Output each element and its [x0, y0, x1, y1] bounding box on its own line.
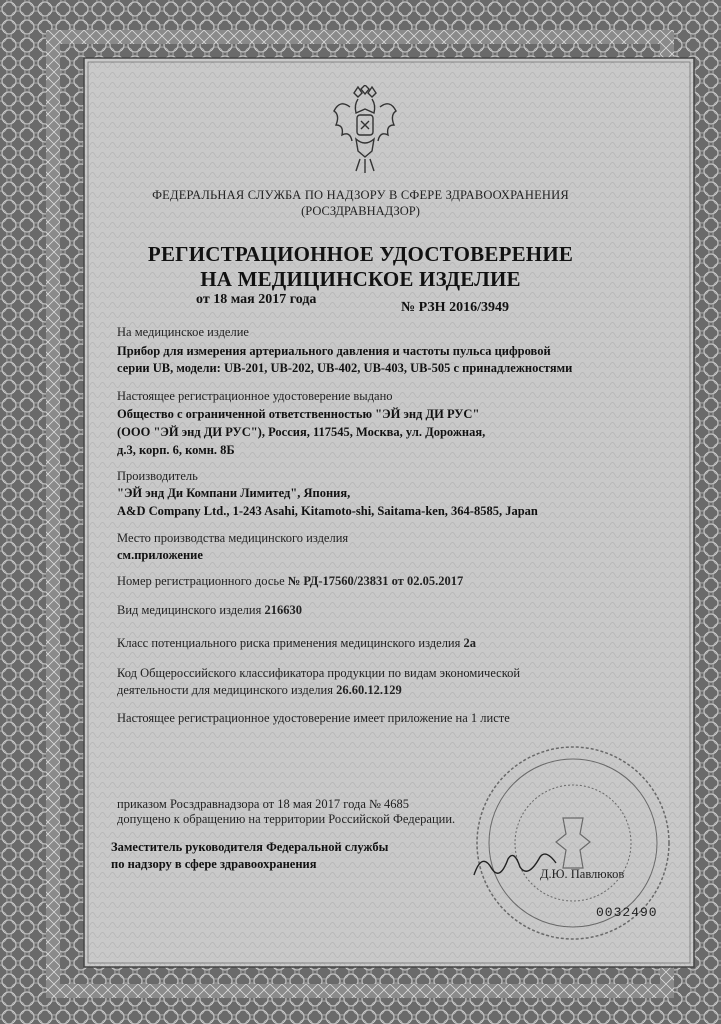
- device-kind-label: Вид медицинского изделия: [117, 603, 262, 617]
- okpd-row: [117, 683, 402, 698]
- manufacturer-line2: A&D Company Ltd., 1-243 Asahi, Kitamoto-shi, Saitama-ken, 364-8585, Japan: [117, 504, 538, 518]
- device-label: На медицинское изделие: [117, 325, 249, 339]
- issue-date: от 18 мая 2017 года: [196, 292, 317, 307]
- risk-class-label: Класс потенциального риска применения медицинского изделия: [117, 636, 461, 650]
- okpd-label-line2: деятельности для медицинского изделия: [117, 683, 333, 697]
- device-name-line2: серии UB, модели: UB-201, UB-202, UB-402, UB-403, UB-505 с принадлежностями: [117, 361, 573, 375]
- holder-label: Настоящее регистрационное удостоверение выдано: [117, 389, 393, 403]
- holder-line2: (ООО "ЭЙ энд ДИ РУС"), Россия, 117545, Москва, ул. Дорожная,: [117, 425, 486, 439]
- order-line1: приказом Росздравнадзора от 18 мая 2017 года № 4685: [117, 797, 410, 811]
- signatory-name: Д.Ю. Павлюков: [540, 867, 625, 881]
- production-place-value: см.приложение: [117, 548, 203, 562]
- production-place-label: Место производства медицинского изделия: [117, 531, 349, 545]
- device-kind-row: [117, 603, 302, 618]
- agency-short-name: (РОСЗДРАВНАДЗОР): [301, 204, 420, 218]
- document-title: РЕГИСТРАЦИОННОЕ УДОСТОВЕРЕНИЕ: [147, 242, 574, 266]
- appendix-note: Настоящее регистрационное удостоверение имеет приложение на 1 листе: [117, 711, 510, 725]
- signatory-title-line2: по надзору в сфере здравоохранения: [111, 857, 317, 871]
- serial-number: 0032490: [596, 905, 658, 920]
- document-subtitle: НА МЕДИЦИНСКОЕ ИЗДЕЛИЕ: [200, 267, 521, 291]
- coat-of-arms-icon: [330, 85, 400, 177]
- signatory-title-line1: Заместитель руководителя Федеральной службы: [111, 840, 389, 854]
- agency-name: ФЕДЕРАЛЬНАЯ СЛУЖБА ПО НАДЗОРУ В СФЕРЕ ЗДРАВООХРАНЕНИЯ: [152, 188, 569, 202]
- okpd-value: 26.60.12.129: [336, 683, 402, 697]
- risk-class-value: 2а: [463, 636, 476, 650]
- device-name-line1: Прибор для измерения артериального давления и частоты пульса цифровой: [117, 344, 551, 358]
- order-line2: допущено к обращению на территории Российской Федерации.: [117, 812, 456, 826]
- registration-number: № РЗН 2016/3949: [401, 300, 509, 315]
- risk-class-row: [117, 636, 476, 651]
- holder-line1: Общество с ограниченной ответственностью "ЭЙ энд ДИ РУС": [117, 407, 480, 421]
- manufacturer-label: Производитель: [117, 469, 198, 483]
- manufacturer-line1: "ЭЙ энд Ди Компани Лимитед", Япония,: [117, 486, 351, 500]
- okpd-label-line1: Код Общероссийского классификатора продукции по видам экономической: [117, 666, 521, 680]
- holder-line3: д.3, корп. 6, комн. 8Б: [117, 443, 235, 457]
- dossier-value: № РД-17560/23831 от 02.05.2017: [287, 574, 464, 588]
- dossier-row: [117, 574, 463, 589]
- signature-icon: [470, 845, 560, 885]
- device-kind-value: 216630: [264, 603, 302, 617]
- dossier-label: Номер регистрационного досье: [117, 574, 285, 588]
